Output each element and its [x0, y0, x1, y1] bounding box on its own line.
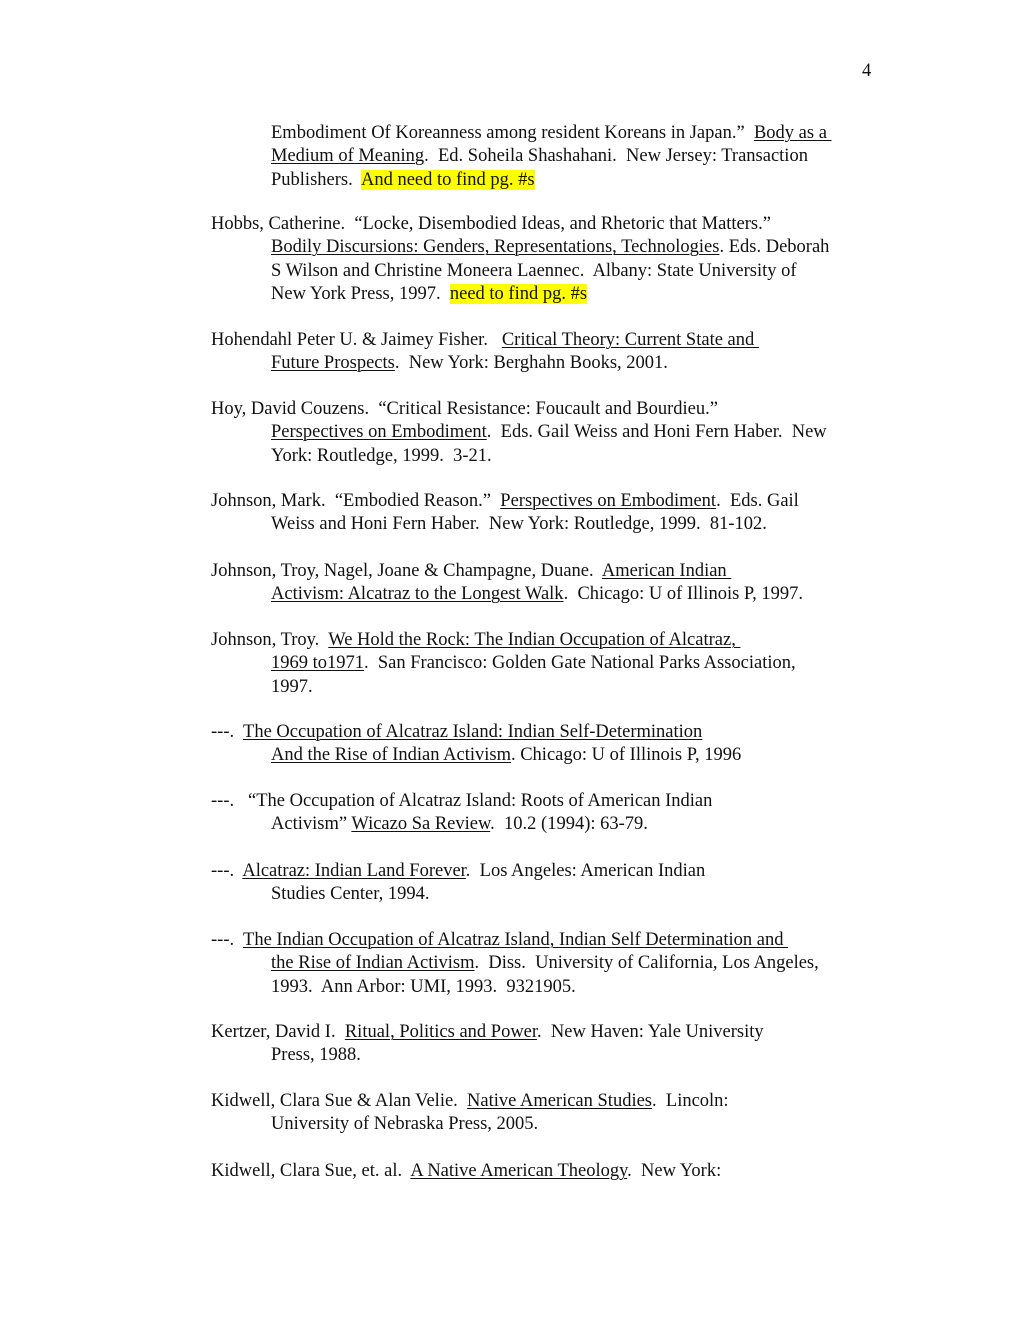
- entry-line: [271, 744, 741, 767]
- entry-line: [211, 860, 705, 883]
- citation-text: Hohendahl Peter U. & Jaimey Fisher.: [211, 330, 502, 350]
- citation-text: Kidwell, Clara Sue, et. al.: [211, 1161, 411, 1181]
- title-underlined: Medium of Meaning: [271, 146, 425, 167]
- citation-text: Embodiment Of Koreanness among resident Koreans in Japan.”: [271, 123, 754, 143]
- title-underlined: Wicazo Sa Review: [351, 814, 491, 835]
- citation-text: . Los Angeles: American Indian: [465, 861, 706, 881]
- entry-line: [271, 236, 829, 259]
- entry-line: [271, 513, 767, 536]
- entry-line: [271, 421, 827, 444]
- entry-line: [271, 652, 796, 675]
- citation-text: Kidwell, Clara Sue & Alan Velie.: [211, 1091, 468, 1111]
- entry-line: [211, 790, 712, 813]
- title-underlined: Activism: Alcatraz to the Longest Walk: [271, 584, 564, 605]
- entry-line: [271, 352, 668, 375]
- citation-text: University of Nebraska Press, 2005.: [271, 1114, 539, 1135]
- entry-line: [271, 445, 492, 468]
- entry-line: [271, 1044, 361, 1067]
- citation-text: Activism”: [271, 814, 352, 835]
- highlighted-note: And need to find pg. #s: [360, 169, 535, 190]
- entry-line: [211, 398, 718, 421]
- title-underlined: The Occupation of Alcatraz Island: Indian Self-Determination: [243, 722, 703, 742]
- citation-text: Press, 1988.: [271, 1045, 361, 1066]
- citation-text: . New Haven: Yale University: [537, 1022, 764, 1042]
- citation-text: Studies Center, 1994.: [271, 884, 430, 905]
- entry-line: [211, 929, 788, 952]
- citation-text: . Chicago: U of Illinois P, 1997.: [563, 584, 804, 605]
- entry-line: [271, 145, 808, 168]
- entry-line: [271, 813, 648, 836]
- citation-text: . Eds. Deborah: [719, 237, 830, 258]
- title-underlined: Ritual, Politics and Power: [344, 1022, 538, 1042]
- citation-text: New York Press, 1997.: [271, 283, 450, 304]
- title-underlined: Future Prospects: [271, 353, 395, 374]
- citation-text: York: Routledge, 1999. 3-21.: [271, 445, 492, 466]
- title-underlined: Body as a: [753, 123, 832, 143]
- citation-text: Kertzer, David I.: [211, 1022, 345, 1042]
- entry-line: [211, 1160, 721, 1183]
- highlighted-note: need to find pg. #s: [449, 283, 588, 304]
- citation-text: . Lincoln:: [652, 1091, 729, 1111]
- entry-line: [211, 213, 771, 236]
- title-underlined: 1969 to1971: [271, 653, 365, 674]
- citation-text: Publishers.: [271, 169, 361, 190]
- title-underlined: Critical Theory: Current State and: [501, 330, 759, 350]
- title-underlined: American Indian: [601, 561, 732, 581]
- citation-text: ---.: [211, 722, 244, 742]
- title-underlined: Perspectives on Embodiment: [500, 491, 717, 511]
- title-underlined: The Indian Occupation of Alcatraz Island, Indian Self Determination and: [243, 930, 789, 950]
- title-underlined: the Rise of Indian Activism: [271, 953, 475, 974]
- title-underlined: We Hold the Rock: The Indian Occupation of Alcatraz,: [328, 630, 741, 650]
- entry-line: [211, 629, 740, 652]
- citation-text: S Wilson and Christine Moneera Laennec. Albany: State University of: [271, 260, 797, 281]
- title-underlined: Alcatraz: Indian Land Forever: [242, 861, 466, 881]
- citation-text: . New York:: [627, 1161, 722, 1181]
- entry-line: [271, 976, 576, 999]
- citation-text: Weiss and Honi Fern Haber. New York: Routledge, 1999. 81-102.: [271, 514, 767, 535]
- entry-line: [271, 122, 832, 145]
- citation-text: . San Francisco: Golden Gate National Parks Association,: [364, 653, 796, 674]
- citation-text: . Ed. Soheila Shashahani. New Jersey: Transaction: [424, 146, 808, 167]
- entry-line: [271, 952, 819, 975]
- entry-line: [271, 260, 797, 283]
- title-underlined: Perspectives on Embodiment: [271, 422, 487, 443]
- citation-text: . Eds. Gail: [716, 491, 799, 511]
- citation-text: ---.: [211, 861, 243, 881]
- entry-line: [271, 583, 803, 606]
- entry-line: [271, 883, 430, 906]
- citation-text: Johnson, Troy, Nagel, Joane & Champagne, Duane.: [211, 561, 602, 581]
- citation-text: Johnson, Troy.: [211, 630, 329, 650]
- citation-text: . Diss. University of California, Los Angeles,: [474, 953, 819, 974]
- title-underlined: Native American Studies: [467, 1091, 653, 1111]
- citation-text: 1997.: [271, 676, 313, 697]
- citation-text: ---. “The Occupation of Alcatraz Island: Roots of American Indian: [211, 791, 713, 811]
- title-underlined: A Native American Theology: [410, 1161, 628, 1181]
- title-underlined: Bodily Discursions: Genders, Representations, Technologies: [271, 237, 720, 258]
- title-underlined: And the Rise of Indian Activism: [271, 745, 511, 766]
- citation-text: . 10.2 (1994): 63-79.: [490, 814, 648, 835]
- entry-line: [271, 283, 587, 306]
- citation-text: Johnson, Mark. “Embodied Reason.”: [211, 491, 501, 511]
- entry-line: [211, 329, 759, 352]
- entry-line: [271, 676, 313, 699]
- citation-text: . Eds. Gail Weiss and Honi Fern Haber. New: [486, 422, 827, 443]
- page-number: 4: [862, 61, 872, 81]
- citation-text: Hobbs, Catherine. “Locke, Disembodied Ideas, and Rhetoric that Matters.”: [211, 214, 771, 234]
- entry-line: [211, 1090, 729, 1113]
- entry-line: [211, 721, 702, 744]
- entry-line: [271, 1113, 538, 1136]
- entry-line: [211, 560, 731, 583]
- citation-text: Hoy, David Couzens. “Critical Resistance: Foucault and Bourdieu.”: [211, 399, 718, 419]
- entry-line: [271, 169, 535, 192]
- entry-line: [211, 490, 799, 513]
- entry-line: [211, 1021, 764, 1044]
- citation-text: . Chicago: U of Illinois P, 1996: [510, 745, 742, 766]
- citation-text: 1993. Ann Arbor: UMI, 1993. 9321905.: [271, 976, 576, 997]
- citation-text: ---.: [211, 930, 244, 950]
- citation-text: . New York: Berghahn Books, 2001.: [394, 353, 668, 374]
